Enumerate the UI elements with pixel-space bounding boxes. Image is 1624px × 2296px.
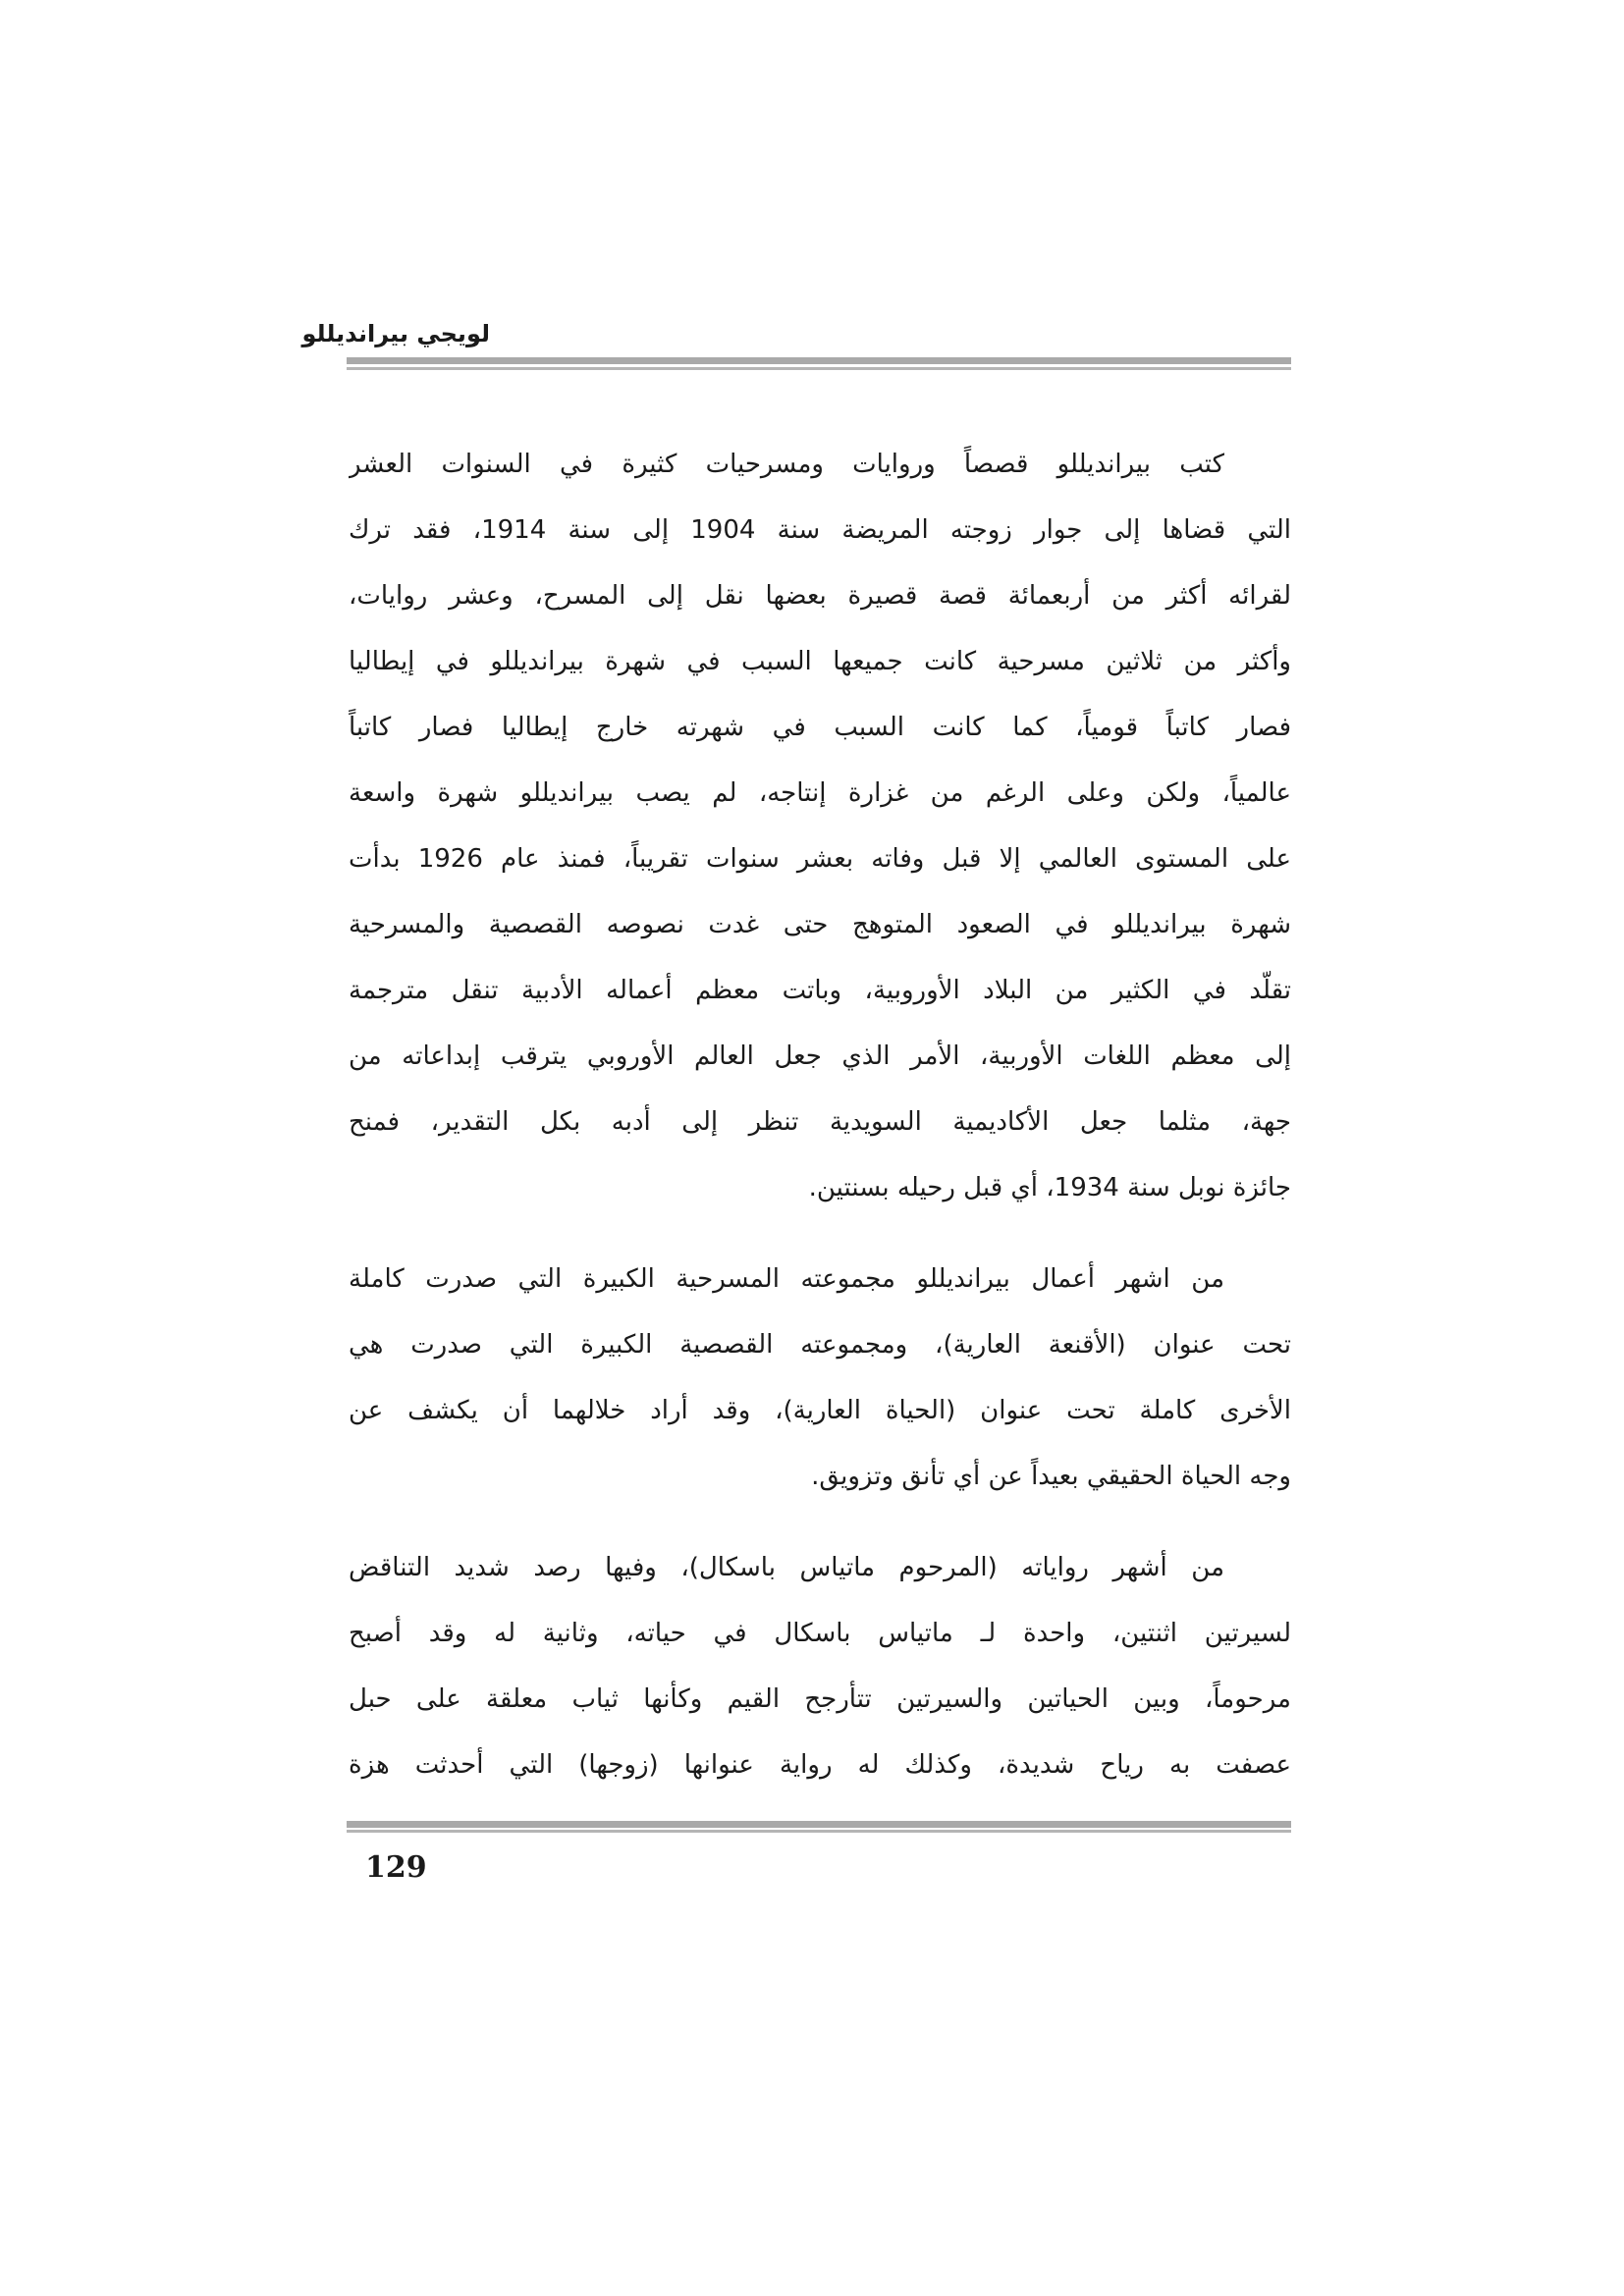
text-line: على المستوى العالمي إلا قبل وفاته بعشر سنوات تقريباً، فمنذ عام 1926 بدأت xyxy=(349,844,1291,874)
text-line: تحت عنوان (الأقنعة العارية)، ومجموعته القصصية الكبيرة التي صدرت هي xyxy=(349,1330,1291,1360)
page-number: 129 xyxy=(365,1850,427,1885)
footer-rule-thin xyxy=(347,1830,1291,1833)
text-line: وجه الحياة الحقيقي بعيداً عن أي تأنق وتزويق. xyxy=(811,1462,1291,1491)
text-line: شهرة بيرانديللو في الصعود المتوهج حتى غدت نصوصه القصصية والمسرحية xyxy=(349,910,1291,939)
text-line: من اشهر أعمال بيرانديللو مجموعته المسرحية الكبيرة التي صدرت كاملة xyxy=(349,1264,1224,1294)
footer-rule-thick xyxy=(347,1821,1291,1828)
text-line: وأكثر من ثلاثين مسرحية كانت جميعها السبب في شهرة بيرانديللو في إيطاليا xyxy=(349,647,1291,676)
body-text xyxy=(349,432,1291,1824)
header-rule-thin xyxy=(347,367,1291,370)
text-line: مرحوماً، وبين الحياتين والسيرتين تتأرجح القيم وكأنها ثياب معلقة على حبل xyxy=(349,1684,1291,1714)
text-line: جهة، مثلما جعل الأكاديمية السويدية تنظر إلى أدبه بكل التقدير، فمنح xyxy=(349,1107,1291,1137)
paragraph-1 xyxy=(349,432,1291,1221)
text-line: لسيرتين اثنتين، واحدة لـ ماتياس باسكال في حياته، وثانية له وقد أصبح xyxy=(349,1619,1291,1648)
header-rule xyxy=(347,357,1291,371)
footer-rule xyxy=(347,1821,1291,1833)
text-line: فصار كاتباً قومياً، كما كانت السبب في شهرته خارج إيطاليا فصار كاتباً xyxy=(349,713,1291,742)
text-line: جائزة نوبل سنة 1934، أي قبل رحيله بسنتين. xyxy=(808,1173,1291,1202)
text-line: الأخرى كاملة تحت عنوان (الحياة العارية)، وقد أراد خلالهما أن يكشف عن xyxy=(349,1396,1291,1425)
text-line: التي قضاها إلى جوار زوجته المريضة سنة 1904 إلى سنة 1914، فقد ترك xyxy=(349,515,1291,545)
paragraph-3 xyxy=(349,1535,1291,1798)
text-line: تقلّد في الكثير من البلاد الأوروبية، وباتت معظم أعماله الأدبية تنقل مترجمة xyxy=(349,976,1291,1005)
text-line: لقرائه أكثر من أربعمائة قصة قصيرة بعضها نقل إلى المسرح، وعشر روايات، xyxy=(349,581,1291,611)
text-line: كتب بيرانديللو قصصاً وروايات ومسرحيات كثيرة في السنوات العشر xyxy=(349,450,1224,479)
running-header-title: لويجي بيرانديللو xyxy=(301,320,490,347)
text-line: عصفت به رياح شديدة، وكذلك له رواية عنوانها (زوجها) التي أحدثت هزة xyxy=(349,1750,1291,1780)
text-line: إلى معظم اللغات الأوربية، الأمر الذي جعل العالم الأوروبي يترقب إبداعاته من xyxy=(349,1041,1291,1071)
text-line: من أشهر رواياته (المرحوم ماتياس باسكال)، وفيها رصد شديد التناقض xyxy=(349,1553,1224,1582)
paragraph-2 xyxy=(349,1247,1291,1510)
header-rule-thick xyxy=(347,357,1291,364)
text-line: عالمياً، ولكن وعلى الرغم من غزارة إنتاجه، لم يصب بيرانديللو شهرة واسعة xyxy=(349,778,1291,808)
